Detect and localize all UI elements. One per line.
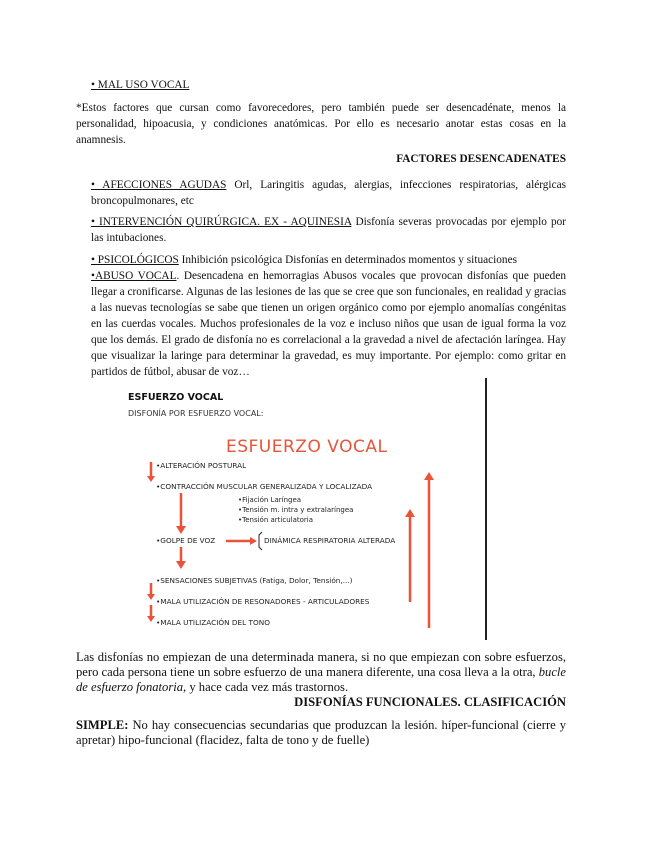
loop-inner-head — [405, 509, 415, 517]
disfonias-text-b: y hace cada vez más trastornos. — [186, 680, 349, 694]
disfonias-paragraph — [76, 650, 566, 695]
clasificacion-heading: DISFONÍAS FUNCIONALES. CLASIFICACIÓN — [294, 695, 566, 709]
disfonias-italic: bucle de esfuerzo fonatoria, — [76, 665, 566, 694]
step-contraccion-muscular: •CONTRACCIÓN MUSCULAR GENERALIZADA Y LOCALIZADA — [156, 482, 373, 491]
arrow-1-head — [147, 476, 155, 482]
substep-fijacion: •Fijación Laríngea — [238, 496, 302, 504]
arrow-4-head — [176, 561, 186, 569]
divider-line — [485, 378, 487, 640]
loop-right-head — [424, 472, 434, 480]
substep-tension-articulatoria: •Tensión articulatoria — [238, 516, 314, 524]
diagram-title: ESFUERZO VOCAL — [128, 392, 224, 403]
intervencion-text: Disfonía severas provocadas por ejemplo por las intubaciones. — [91, 216, 567, 244]
abuso-vocal-text: . Desencadena en hemorragias Abusos vocales que provocan disfonías que pueden llegar a cronificarse. Algunas de las lesiones de las que se cree que son funcionales, en realidad y gracias a las nuevas tecnologías se sabe que tienen un origen orgánico como por ejemplo anomalías congénitas en las cuerdas vocales. Muchos profesionales de la voz e incluso niños que usan de igual forma la voz que los demás. El grado de disfonía no es correlacional a la gravedad a nivel de afectación laríngea. Hay que visualizar la laringe para determinar la gravedad, es muy importante. Por ejemplo: como gritar en partidos de fútbol, abusar de voz… — [91, 270, 566, 378]
psicologicos-label: • PSICOLÓGICOS — [91, 254, 179, 266]
step-alteracion-postural: •ALTERACIÓN POSTURAL — [156, 461, 247, 470]
step-tono: •MALA UTILIZACIÓN DEL TONO — [156, 618, 270, 627]
simple-paragraph — [76, 718, 566, 748]
arrow-2-head — [176, 526, 186, 534]
step-dinamica-respiratoria: DINÁMICA RESPIRATORIA ALTERADA — [264, 536, 396, 545]
disfonias-text-a: Las disfonías no empiezan de una determinada manera, si no que empiezan con sobre esfuerzos, pero cada persona tiene un sobre esfuerzo de una manera diferente, una cosa lleva a la otra, — [76, 650, 566, 679]
arrow-3-head — [250, 537, 257, 545]
abuso-vocal-label: •ABUSO VOCAL — [91, 270, 177, 282]
substep-tension-m: •Tensión m. intra y extralaríngea — [238, 506, 354, 514]
mal-uso-vocal-label: • MAL USO VOCAL — [91, 79, 190, 91]
intervencion-label: • INTERVENCIÓN QUIRÚRGICA. EX - AQUINESIA — [91, 216, 352, 228]
simple-text: No hay consecuencias secundarias que produzcan la lesión. híper-funcional (cierre y apretar) hipo-funcional (flacidez, falta de tono y de fuelle) — [76, 718, 566, 747]
step-sensaciones-subjetivas: •SENSACIONES SUBJETIVAS (Fatiga, Dolor, Tensión,...) — [156, 576, 353, 585]
afecciones-text: Orl, Laringitis agudas, alergias, infecciones respiratorias, alérgicas broncopulmonares, etc — [91, 179, 566, 207]
simple-label: SIMPLE: — [76, 718, 129, 732]
factores-heading: FACTORES DESENCADENATES — [396, 153, 566, 165]
arrow-6-head — [147, 616, 155, 622]
afecciones-label: • AFECCIONES AGUDAS — [91, 179, 227, 191]
arrow-5-head — [147, 594, 155, 600]
diagram-big-title: ESFUERZO VOCAL — [226, 437, 388, 457]
diagram-subtitle: DISFONÍA POR ESFUERZO VOCAL: — [128, 409, 264, 418]
bracket — [259, 532, 262, 550]
step-golpe-de-voz: •GOLPE DE VOZ — [156, 536, 216, 545]
step-resonadores: •MALA UTILIZACIÓN DE RESONADORES - ARTICULADORES — [156, 597, 370, 606]
psicologicos-text: Inhibición psicológica Disfonías en determinados momentos y situaciones — [178, 254, 517, 266]
note-paragraph: *Estos factores que cursan como favorecedores, pero también puede ser desencadénate, menos la personalidad, hipoacusia, y condiciones anatómicas. Por ello es necesario anotar estas cosas en la anamnesis. — [76, 102, 566, 146]
